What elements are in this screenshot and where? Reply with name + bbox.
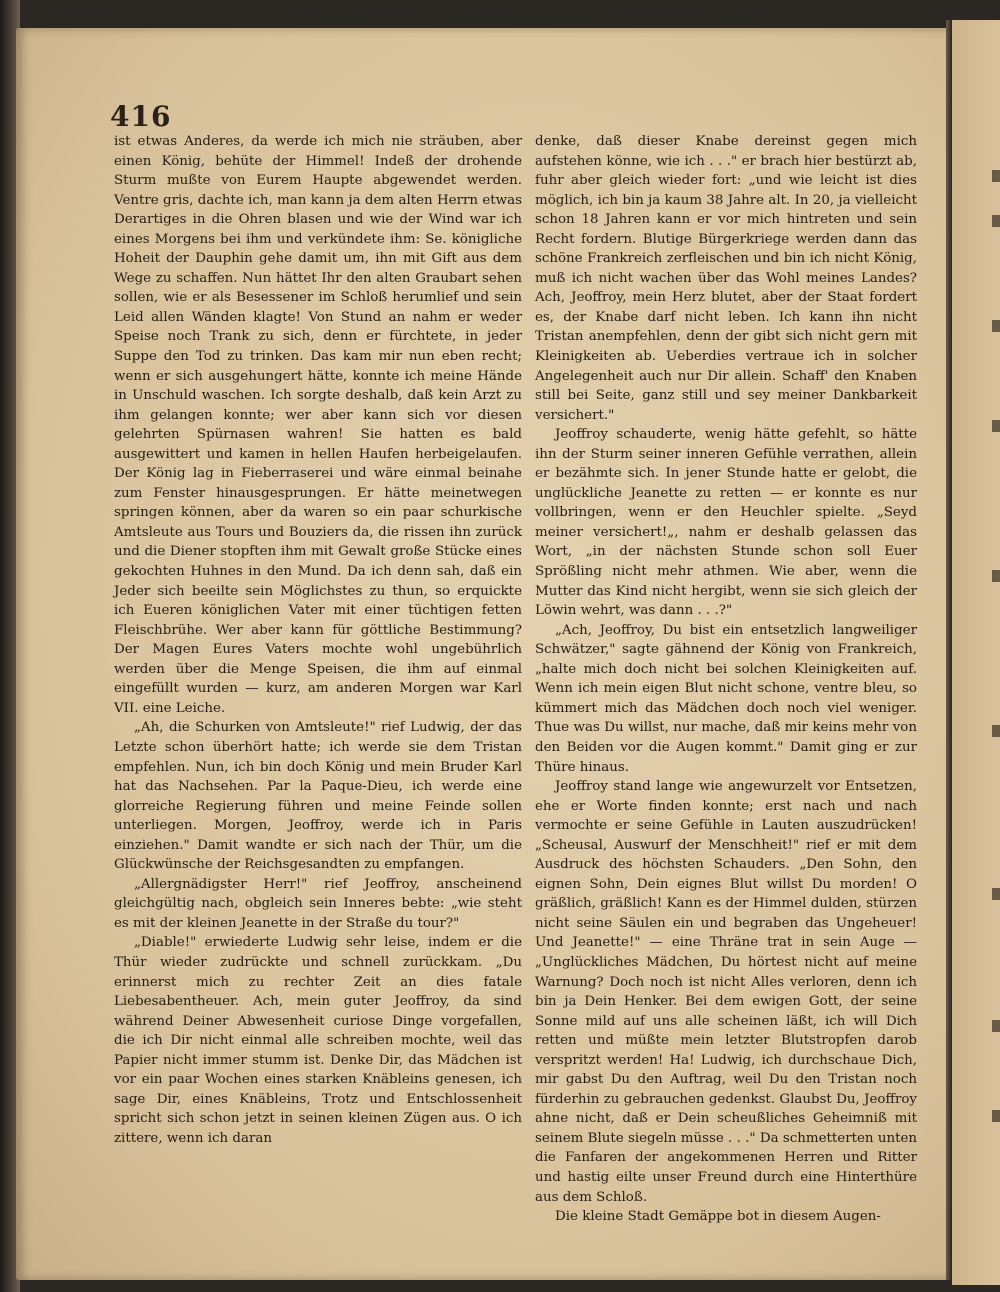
text-fragment bbox=[992, 170, 1000, 182]
paragraph: „Allergnädigster Herr!" rief Jeoffroy, anscheinend gleichgültig nach, obgleich sein Inneres bebte: „wie steht es mit der kleinen Jeanette in der Straße du tour?" bbox=[114, 876, 522, 931]
text-fragment bbox=[992, 1110, 1000, 1122]
text-fragment bbox=[992, 570, 1000, 582]
adjacent-page-edge bbox=[952, 20, 1000, 1285]
text-fragment bbox=[992, 725, 1000, 737]
paragraph: ist etwas Anderes, da werde ich mich nie sträuben, aber einen König, behüte der Himmel! Indeß der drohende Sturm mußte von Eurem Haupte abgewendet werden. Ventre gris, dachte ich, man kann ja dem alten Herrn etwas Derartiges in die Ohren blasen und wie der Wind war ich eines Morgens bei ihm und verkündete ihm: Se. königliche Hoheit der Dauphin gehe damit um, ihn mit Gift aus dem Wege zu schaffen. Nun hättet Ihr den alten Graubart sehen sollen, wie er als Besessener im Schloß herumlief und sein Leid allen Wänden klagte! Von Stund an nahm er weder Speise noch Trank zu sich, denn er fürchtete, in jeder Suppe den Tod zu trinken. Das kam mir nun eben recht; wenn er sich ausgehungert hätte, konnte ich meine Hände in Unschuld waschen. Ich sorgte deshalb, daß kein Arzt zu ihm gelangen konnte; wer aber kann sich vor diesen gelehrten Spürnasen wahren! Sie hatten es bald ausgewittert und kamen in hellen Haufen herbeigelaufen. Der König lag in Fieberraserei und wäre einmal beinahe zum Fenster hinausgesprungen. Er hätte meinetwegen springen können, aber da waren so ein paar schurkische Amtsleute aus Tours und Bouziers da, die rissen ihn zurück und die Diener stopften ihm mit Gewalt große Stücke eines gekochten Huhnes in den Mund. Da ich denn sah, daß ein Jeder sich beeilte sein Möglichstes zu thun, so erquickte ich Eueren königlichen Vater mit einer tüchtigen fetten Fleischbrühe. Wer aber kann für göttliche Bestimmung? Der Magen Eures Vaters mochte wohl ungebührlich werden über die Menge Speisen, die ihm auf einmal eingefüllt wurden — kurz, am anderen Morgen war Karl VII. eine Leiche. bbox=[114, 134, 522, 716]
text-fragment bbox=[992, 420, 1000, 432]
paragraph: denke, daß dieser Knabe dereinst gegen mich aufstehen könne, wie ich . . ." er brach hier bestürzt ab, fuhr aber gleich wieder fort: „und wie leicht ist dies möglich, ich bin ja kaum 38 Jahre alt. In 20, ja vielleicht schon 18 Jahren kann er vor mich hintreten und sein Recht fordern. Blutige Bürgerkriege werden dann das schöne Frankreich zerfleischen und bin ich nicht König, muß ich nicht wachen über das Wohl meines Landes? Ach, Jeoffroy, mein Herz blutet, aber der Staat fordert es, der Knabe darf nicht leben. Ich kann ihn nicht Tristan anempfehlen, denn der gibt sich nicht gern mit Kleinigkeiten ab. Ueberdies vertraue ich in solcher Angelegenheit auch nur Dir allein. Schaff' den Knaben still bei Seite, ganz still und sey meiner Dankbarkeit versichert." bbox=[535, 134, 917, 423]
paragraph: „Diable!" erwiederte Ludwig sehr leise, indem er die Thür wieder zudrückte und schnell zurückkam. „Du erinnerst mich zu rechter Zeit an dies fatale Liebesabentheuer. Ach, mein guter Jeoffroy, da sind während Deiner Abwesenheit curiose Dinge vorgefallen, die ich Dir nicht einmal alle schreiben mochte, weil das Papier nicht immer stumm ist. Denke Dir, das Mädchen ist vor ein paar Wochen eines starken Knäbleins genesen, ich sage Dir, eines Knäbleins, Trotz und Entschlossenheit spricht sich schon jetzt in seinen kleinen Zügen aus. O ich zittere, wenn ich daran bbox=[114, 935, 522, 1146]
paragraph: Jeoffroy schauderte, wenig hätte gefehlt, so hätte ihn der Sturm seiner inneren Gefühle verrathen, allein er bezähmte sich. In jener Stunde hatte er gelobt, die unglückliche Jeanette zu retten — er konnte es nur vollbringen, wenn er den Heuchler spielte. „Seyd meiner versichert!„, nahm er deshalb gelassen das Wort, „in der nächsten Stunde schon soll Euer Sprößling nicht mehr athmen. Wie aber, wenn die Mutter das Kind nicht hergibt, wenn sie sich gleich der Löwin wehrt, was dann . . .?" bbox=[535, 427, 917, 619]
page-number: 416 bbox=[110, 100, 172, 133]
text-fragment bbox=[992, 320, 1000, 332]
left-column bbox=[114, 132, 522, 1148]
right-column bbox=[535, 132, 917, 1227]
text-fragment bbox=[992, 1020, 1000, 1032]
paragraph: „Ach, Jeoffroy, Du bist ein entsetzlich langweiliger Schwätzer," sagte gähnend der König von Frankreich, „halte mich doch nicht bei solchen Kleinigkeiten auf. Wenn ich mein eigen Blut nicht schone, ventre bleu, so kümmert mich das Mädchen doch noch viel weniger. Thue was Du willst, nur mache, daß mir keins mehr von den Beiden vor die Augen kommt." Damit ging er zur Thüre hinaus. bbox=[535, 622, 917, 775]
text-fragment bbox=[992, 215, 1000, 227]
paragraph: Die kleine Stadt Gemäppe bot in diesem Augen- bbox=[555, 1209, 881, 1225]
paragraph: „Ah, die Schurken von Amtsleute!" rief Ludwig, der das Letzte schon überhört hatte; ich werde sie dem Tristan empfehlen. Nun, ich bin doch König und mein Bruder Karl hat das Nachsehen. Par la Paque-Dieu, ich werde eine glorreiche Regierung führen und meine Feinde sollen unterliegen. Morgen, Jeoffroy, werde ich in Paris einziehen." Damit wandte er sich nach der Thür, um die Glückwünsche der Reichsgesandten zu empfangen. bbox=[114, 720, 522, 873]
paragraph: Jeoffroy stand lange wie angewurzelt vor Entsetzen, ehe er Worte finden konnte; erst nach und nach vermochte er seine Gefühle in Lauten auszudrücken! „Scheusal, Auswurf der Menschheit!" rief er mit dem Ausdruck des höchsten Schauders. „Den Sohn, den eignen Sohn, Dein eignes Blut willst Du morden! O gräßlich, gräßlich! Kann es der Himmel dulden, stürzen nicht seine Säulen ein und begraben das Ungeheuer! Und Jeanette!" — eine Thräne trat in sein Auge — „Unglückliches Mädchen, Du hörtest nicht auf meine Warnung? Doch noch ist nicht Alles verloren, denn ich bin ja Dein Henker. Bei dem ewigen Gott, der seine Sonne mild auf uns alle scheinen läßt, ich will Dich retten und müßte mein letzter Blutstropfen darob verspritzt werden! Ha! Ludwig, ich durchschaue Dich, mir gabst Du den Auftrag, weil Du den Tristan noch fürderhin zu gebrauchen gedenkst. Glaubst Du, Jeoffroy ahne nicht, daß er Dein scheußliches Geheimniß mit seinem Blute siegeln müsse . . ." Da schmetterten unten die Fanfaren der angekommenen Herren und Ritter und hastig eilte unser Freund durch eine Hinterthüre aus dem Schloß. bbox=[535, 779, 917, 1205]
text-fragment bbox=[992, 888, 1000, 900]
